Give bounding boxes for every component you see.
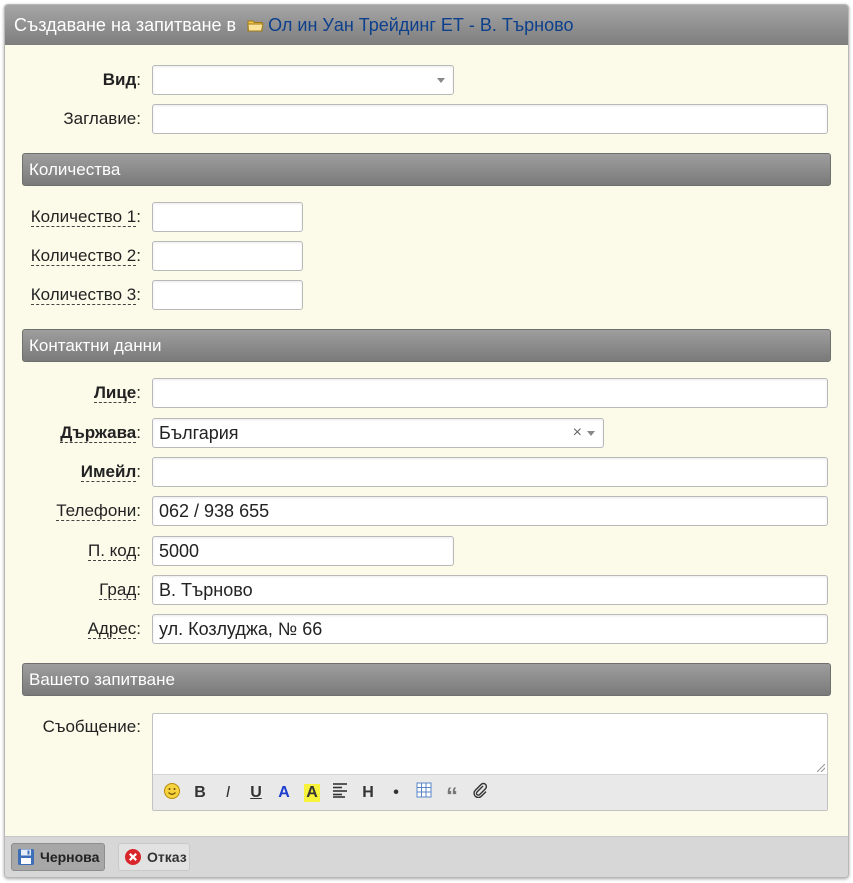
chevron-down-icon — [437, 78, 445, 83]
dialog-title-prefix: Създаване на запитване в — [14, 15, 237, 35]
section-quantities: Количества — [22, 153, 831, 186]
bold-button[interactable]: B — [194, 784, 206, 801]
person-label: Лице: — [93, 383, 141, 402]
postcode-label: П. код: — [87, 541, 141, 560]
message-editor — [152, 713, 828, 811]
quantity1-row — [5, 202, 848, 232]
folder-icon — [247, 19, 264, 32]
resize-grip-icon[interactable] — [817, 764, 825, 772]
chevron-down-icon — [587, 431, 595, 436]
bullet-button[interactable]: • — [393, 784, 399, 801]
background-color-button[interactable]: A — [304, 784, 320, 802]
address-row — [5, 614, 848, 644]
phones-label: Телефони: — [56, 501, 141, 520]
email-row — [5, 457, 848, 487]
dialog-footer — [5, 836, 848, 877]
city-row — [5, 575, 848, 605]
table-icon[interactable] — [413, 782, 435, 804]
phones-input[interactable]: 062 / 938 655 — [152, 496, 828, 526]
attachment-icon[interactable] — [469, 782, 491, 804]
section-inquiry: Вашето запитване — [22, 663, 831, 696]
quote-button[interactable]: “ — [446, 783, 458, 810]
clear-icon[interactable]: × — [572, 424, 582, 441]
city-input[interactable]: В. Търново — [152, 575, 828, 605]
country-row — [5, 418, 848, 448]
text-color-button[interactable]: A — [278, 784, 290, 801]
quantity2-label: Количество 2: — [30, 246, 141, 265]
quantity3-input[interactable] — [152, 280, 303, 310]
country-select[interactable]: България × — [152, 418, 604, 448]
save-icon — [17, 848, 35, 866]
inquiry-dialog — [4, 4, 849, 878]
address-input[interactable]: ул. Козлуджа, № 66 — [152, 614, 828, 644]
type-label: Вид: — [102, 70, 141, 89]
subject-input[interactable] — [152, 104, 828, 134]
smiley-icon[interactable] — [161, 782, 183, 804]
country-label: Държава: — [60, 423, 141, 442]
close-icon — [124, 848, 142, 866]
quantity3-row — [5, 280, 848, 310]
message-textarea[interactable] — [153, 714, 827, 774]
email-field[interactable] — [152, 457, 828, 487]
subject-label: Заглавие: — [63, 109, 141, 128]
subject-row — [5, 104, 848, 134]
draft-button[interactable]: Чернова — [11, 843, 105, 871]
person-row — [5, 378, 848, 408]
phones-row — [5, 496, 848, 526]
cancel-button[interactable]: Отказ — [118, 843, 190, 871]
quantity1-label: Количество 1: — [30, 207, 141, 226]
align-icon[interactable] — [329, 782, 351, 804]
postcode-input[interactable]: 5000 — [152, 536, 454, 566]
editor-toolbar — [153, 774, 827, 810]
person-input[interactable] — [152, 378, 828, 408]
postcode-row — [5, 536, 848, 566]
address-label: Адрес: — [87, 619, 141, 638]
underline-button[interactable]: U — [250, 784, 262, 801]
email-label: Имейл: — [80, 462, 141, 481]
city-label: Град: — [99, 580, 141, 599]
message-label: Съобщение: — [42, 717, 141, 736]
italic-button[interactable]: I — [225, 784, 231, 801]
company-link[interactable]: Ол ин Уан Трейдинг ЕТ - В. Търново — [268, 15, 574, 35]
heading-button[interactable]: H — [362, 784, 374, 801]
quantity3-label: Количество 3: — [30, 285, 141, 304]
section-contacts: Контактни данни — [22, 329, 831, 362]
quantity1-input[interactable] — [152, 202, 303, 232]
dialog-titlebar — [5, 5, 848, 45]
quantity2-input[interactable] — [152, 241, 303, 271]
type-row — [5, 65, 848, 95]
quantity2-row — [5, 241, 848, 271]
type-select[interactable] — [152, 65, 454, 95]
